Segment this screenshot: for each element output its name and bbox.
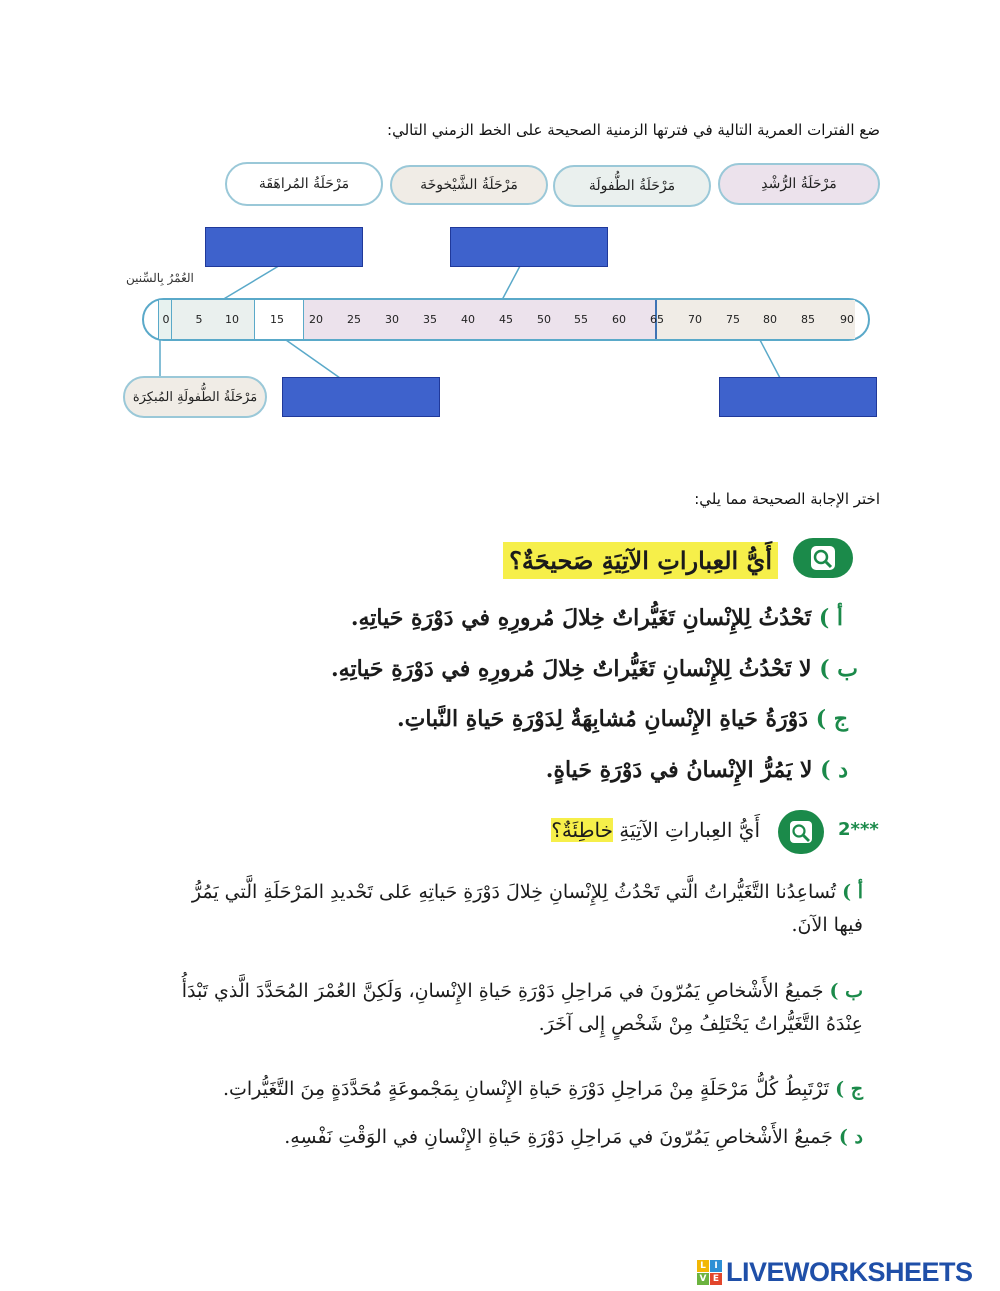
q2-option-a[interactable]: أ ) تُساعِدُنا التَّغَيُّراتُ الَّتي تَحْدُثُ لِلإِنْسانِ خِلالَ دَوْرَةِ حَياتِهِ عَلى تَحْديدِ المَرْحَلَةِ الَّتي يَمُرُّ فيها الآنَ. bbox=[191, 881, 863, 937]
q2-option-c[interactable]: ج ) تَرْتَبِطُ كُلُّ مَرْحَلَةٍ مِنْ مَراحِلِ دَوْرَةِ حَياةِ الإِنْسانِ بِمَجْموعَةٍ مُحَدَّدَةٍ مِنَ التَّغَيُّراتِ. bbox=[222, 1078, 863, 1100]
magnifier-badge-q1 bbox=[793, 538, 853, 578]
tick-label: 90 bbox=[840, 313, 854, 326]
stage-childhood[interactable]: مَرْحَلَةُ الطُّفولَة bbox=[553, 165, 711, 207]
magnifier-badge-q2 bbox=[778, 810, 824, 854]
timeline-instruction: ضع الفترات العمرية التالية في فترتها الزمنية الصحيحة على الخط الزمني التالي: bbox=[387, 121, 880, 139]
tick-label: 75 bbox=[726, 313, 740, 326]
tick-label: 50 bbox=[537, 313, 551, 326]
tick-label: 80 bbox=[763, 313, 777, 326]
tick-label: 0 bbox=[162, 313, 170, 326]
brand-name: LIVEWORKSHEETS bbox=[726, 1257, 973, 1287]
tick-label: 25 bbox=[347, 313, 361, 326]
stage-adulthood[interactable]: مَرْحَلَةُ الرُّشْدِ bbox=[718, 163, 880, 205]
q2-option-b[interactable]: ب ) جَميعُ الأَشْخاصِ يَمُرّونَ في مَراحِلِ دَوْرَةِ حَياةِ الإِنْسانِ، وَلَكِنَّ العُمْرَ المُحَدَّدَ الَّذي تَبْدَأُ عِنْدَهُ التَّغَيُّراتُ يَخْتَلِفُ مِنْ شَخْصٍ إِلى آخَرَ. bbox=[181, 980, 863, 1036]
segment-old-age bbox=[657, 300, 855, 339]
q1-option-a[interactable]: أ ) تَحْدُثُ لِلإِنْسانِ تَغَيُّراتٌ خِلالَ مُرورِهِ في دَوْرَةِ حَياتِهِ. bbox=[350, 605, 843, 631]
tick-label: 85 bbox=[801, 313, 815, 326]
drop-box-2[interactable] bbox=[450, 227, 608, 267]
mcq-instruction: اختر الإجابة الصحيحة مما يلي: bbox=[694, 490, 880, 508]
tick-label: 40 bbox=[461, 313, 475, 326]
stage-old-age[interactable]: مَرْحَلَةُ الشَّيْخوخَة bbox=[390, 165, 548, 205]
stage-adolescence[interactable]: مَرْحَلَةُ المُراهَقَة bbox=[225, 162, 383, 206]
timeline-axis bbox=[142, 298, 870, 341]
question-2-text: أَيُّ العِباراتِ الآتِيَةِ خاطِئَةٌ؟ bbox=[551, 818, 760, 842]
tick-label: 15 bbox=[270, 313, 284, 326]
drop-box-3[interactable] bbox=[282, 377, 440, 417]
stage-early-childhood[interactable]: مَرْحَلَةُ الطُّفولَةِ المُبكِرَة bbox=[123, 376, 267, 418]
tick-label: 70 bbox=[688, 313, 702, 326]
tick-label: 35 bbox=[423, 313, 437, 326]
segment-childhood bbox=[172, 300, 255, 339]
magnifier-icon bbox=[788, 819, 814, 845]
q1-option-b[interactable]: ب ) لا تَحْدُثُ لِلإِنْسانِ تَغَيُّراتٌ خِلالَ مُرورِهِ في دَوْرَةِ حَياتِهِ. bbox=[331, 656, 858, 682]
tick-label: 65 bbox=[650, 313, 664, 326]
q1-option-c[interactable]: ج ) دَوْرَةُ حَياةِ الإِنْسانِ مُشابِهَةٌ لِدَوْرَةِ حَياةِ النَّباتِ. bbox=[396, 706, 848, 732]
tick-label: 10 bbox=[225, 313, 239, 326]
tick-label: 45 bbox=[499, 313, 513, 326]
tick-label: 60 bbox=[612, 313, 626, 326]
tick-label: 20 bbox=[309, 313, 323, 326]
tick-label: 55 bbox=[574, 313, 588, 326]
axis-label: العُمْرُ بِالسِّنين bbox=[126, 271, 194, 285]
tick-label: 30 bbox=[385, 313, 399, 326]
drop-box-1[interactable] bbox=[205, 227, 363, 267]
tick-label: 5 bbox=[195, 313, 203, 326]
logo-badge: L I V E bbox=[697, 1260, 722, 1285]
q1-option-d[interactable]: د ) لا يَمُرُّ الإِنْسانُ في دَوْرَةِ حَياةٍ. bbox=[545, 757, 848, 783]
question-1-text: أَيُّ العِباراتِ الآتِيَةِ صَحيحَةٌ؟ bbox=[503, 542, 778, 579]
liveworksheets-logo bbox=[697, 1257, 973, 1288]
q2-option-d[interactable]: د ) جَميعُ الأَشْخاصِ يَمُرّونَ في مَراحِلِ دَوْرَةِ حَياةِ الإِنْسانِ في الوَقْتِ نَفْسِهِ. bbox=[284, 1126, 863, 1148]
question-2-number: 2*** bbox=[838, 819, 879, 840]
drop-box-4[interactable] bbox=[719, 377, 877, 417]
magnifier-icon bbox=[808, 543, 838, 573]
